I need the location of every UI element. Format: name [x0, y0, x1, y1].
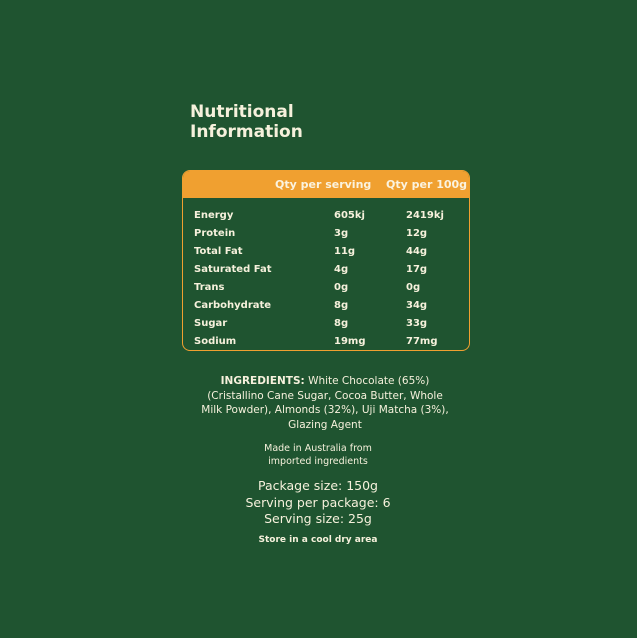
row-per-100g: 44g — [406, 246, 428, 257]
origin-statement — [218, 443, 418, 468]
nutrition-table-header — [183, 171, 469, 198]
table-row — [183, 297, 469, 315]
row-name: Carbohydrate — [194, 300, 272, 311]
row-per-serving: 605kj — [334, 210, 365, 221]
table-row — [183, 315, 469, 333]
serving-size: Serving size: 25g — [264, 511, 372, 526]
row-name: Sugar — [194, 318, 228, 329]
title-line-2: Information — [190, 122, 303, 142]
table-row — [183, 207, 469, 225]
row-per-serving: 19mg — [334, 336, 366, 347]
row-name: Energy — [194, 210, 234, 221]
header-qty-per-100g: Qty per 100g — [386, 178, 468, 191]
table-row — [183, 333, 469, 351]
ingredients-block — [200, 374, 450, 432]
servings-per-package: Serving per package: 6 — [245, 494, 391, 510]
row-per-100g: 12g — [406, 228, 428, 239]
row-per-serving: 0g — [334, 282, 349, 293]
origin-line-1: Made in Australia from — [264, 443, 372, 454]
title-line-1: Nutritional — [190, 102, 294, 122]
table-row — [183, 261, 469, 279]
row-name: Trans — [194, 282, 225, 293]
ingredients-label: INGREDIENTS: — [220, 375, 305, 387]
row-name: Sodium — [194, 336, 237, 347]
table-row — [183, 279, 469, 297]
row-name: Total Fat — [194, 246, 243, 257]
row-name: Protein — [194, 228, 236, 239]
ingredients-text: White Chocolate (65%) (Cristallino Cane Sugar, Cocoa Butter, Whole Milk Powder), Almonds (32%), Uji Matcha (3%), Glazing Agent — [201, 375, 449, 431]
row-per-serving: 11g — [334, 246, 356, 257]
package-size: Package size: 150g — [257, 478, 378, 493]
header-qty-per-serving: Qty per serving — [275, 178, 372, 191]
row-per-100g: 34g — [406, 300, 428, 311]
row-per-serving: 8g — [334, 300, 349, 311]
table-row — [183, 225, 469, 243]
origin-line-2: imported ingredients — [268, 455, 368, 467]
storage-instructions: Store in a cool dry area — [258, 535, 378, 545]
table-row — [183, 243, 469, 261]
row-per-serving: 8g — [334, 318, 349, 329]
row-name: Saturated Fat — [194, 264, 272, 275]
row-per-100g: 0g — [406, 282, 421, 293]
row-per-serving: 4g — [334, 264, 349, 275]
row-per-100g: 2419kj — [406, 210, 444, 221]
package-info — [218, 478, 418, 528]
nutrition-rows — [183, 207, 469, 351]
row-per-100g: 77mg — [406, 336, 438, 347]
nutrition-table — [182, 170, 470, 351]
row-per-serving: 3g — [334, 228, 349, 239]
page-title — [190, 102, 390, 142]
row-per-100g: 33g — [406, 318, 428, 329]
row-per-100g: 17g — [406, 264, 428, 275]
